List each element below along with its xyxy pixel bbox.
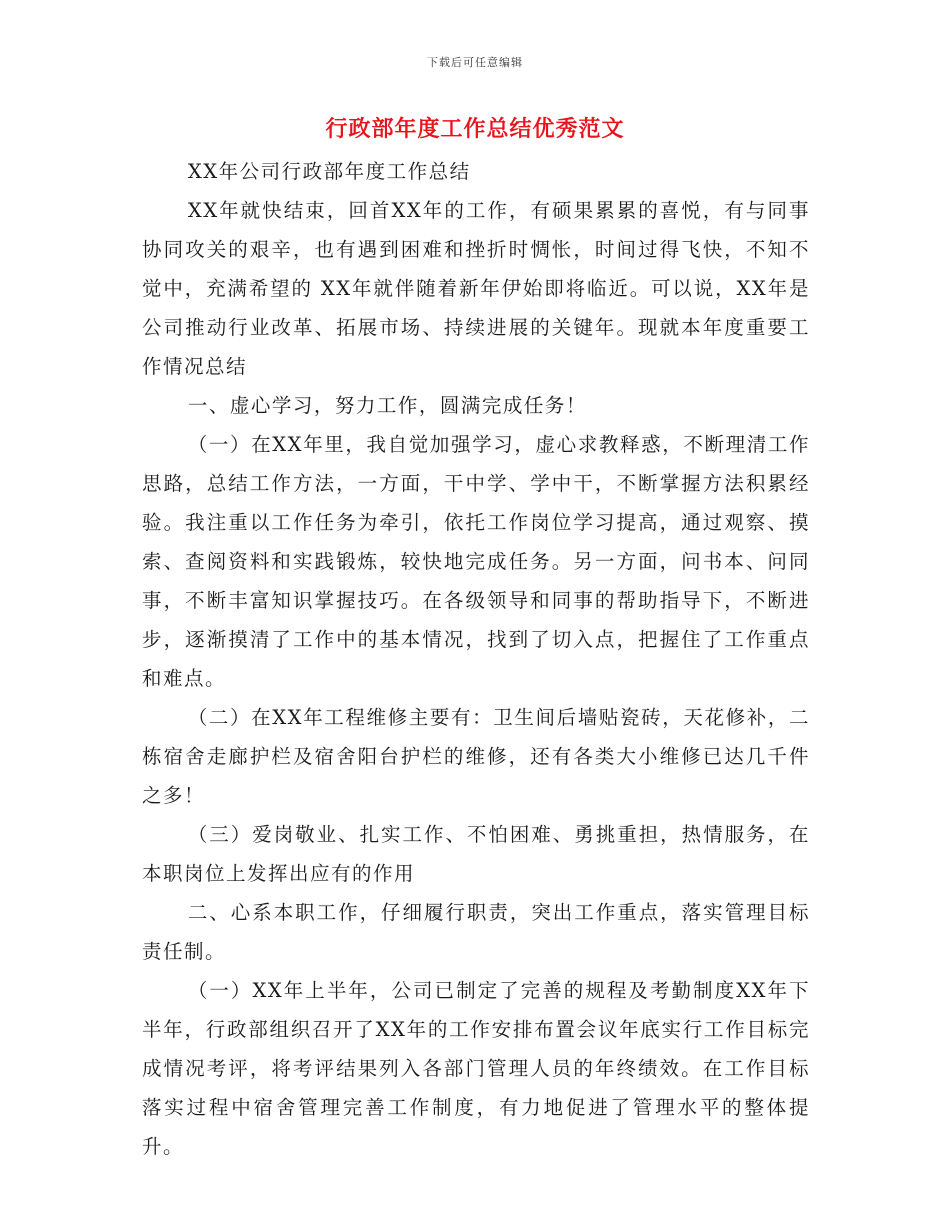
paragraph-1-3: （三）爱岗敬业、扎实工作、不怕困难、勇挑重担，热情服务，在本职岗位上发挥出应有的作用	[142, 823, 810, 885]
header-note: 下载后可任意编辑	[427, 56, 523, 69]
section-heading-1: 一、虚心学习，努力工作，圆满完成任务！	[187, 394, 587, 417]
section-heading-2: 二、心系本职工作，仔细履行职责，突出工作重点，落实管理目标责任制。	[142, 901, 810, 963]
paragraph-subtitle: XX年公司行政部年度工作总结	[187, 160, 471, 183]
paragraph-intro: XX年就快结束，回首XX年的工作，有硕果累累的喜悦，有与同事协同攻关的艰辛，也有遇到困难和挫折时惆怅，时间过得飞快，不知不觉中，充满希望的 XX年就伴随着新年伊始即将临近。可以说，XX年是公司推动行业改革、拓展市场、持续进展的关键年。现就本年度重要工作情况总结	[142, 199, 810, 378]
paragraph-2-1: （一）XX年上半年，公司已制定了完善的规程及考勤制度XX年下半年，行政部组织召开了XX年的工作安排布置会议年底实行工作目标完成情况考评，将考评结果列入各部门管理人员的年终绩效。在工作目标落实过程中宿舍管理完善工作制度，有力地促进了管理水平的整体提升。	[142, 979, 810, 1158]
document-body	[142, 152, 810, 1166]
document-title: 行政部年度工作总结优秀范文	[325, 116, 625, 142]
paragraph-1-2: （二）在XX年工程维修主要有：卫生间后墙贴瓷砖，天花修补，二栋宿舍走廊护栏及宿舍阳台护栏的维修，还有各类大小维修已达几千件之多！	[142, 706, 810, 807]
paragraph-1-1: （一）在XX年里，我自觉加强学习，虚心求教释惑，不断理清工作思路，总结工作方法，一方面，干中学、学中干，不断掌握方法积累经验。我注重以工作任务为牵引，依托工作岗位学习提高，通过观察、摸索、查阅资料和实践锻炼，较快地完成任务。另一方面，问书本、问同事，不断丰富知识掌握技巧。在各级领导和同事的帮助指导下，不断进步，逐渐摸清了工作中的基本情况，找到了切入点，把握住了工作重点和难点。	[142, 433, 810, 690]
